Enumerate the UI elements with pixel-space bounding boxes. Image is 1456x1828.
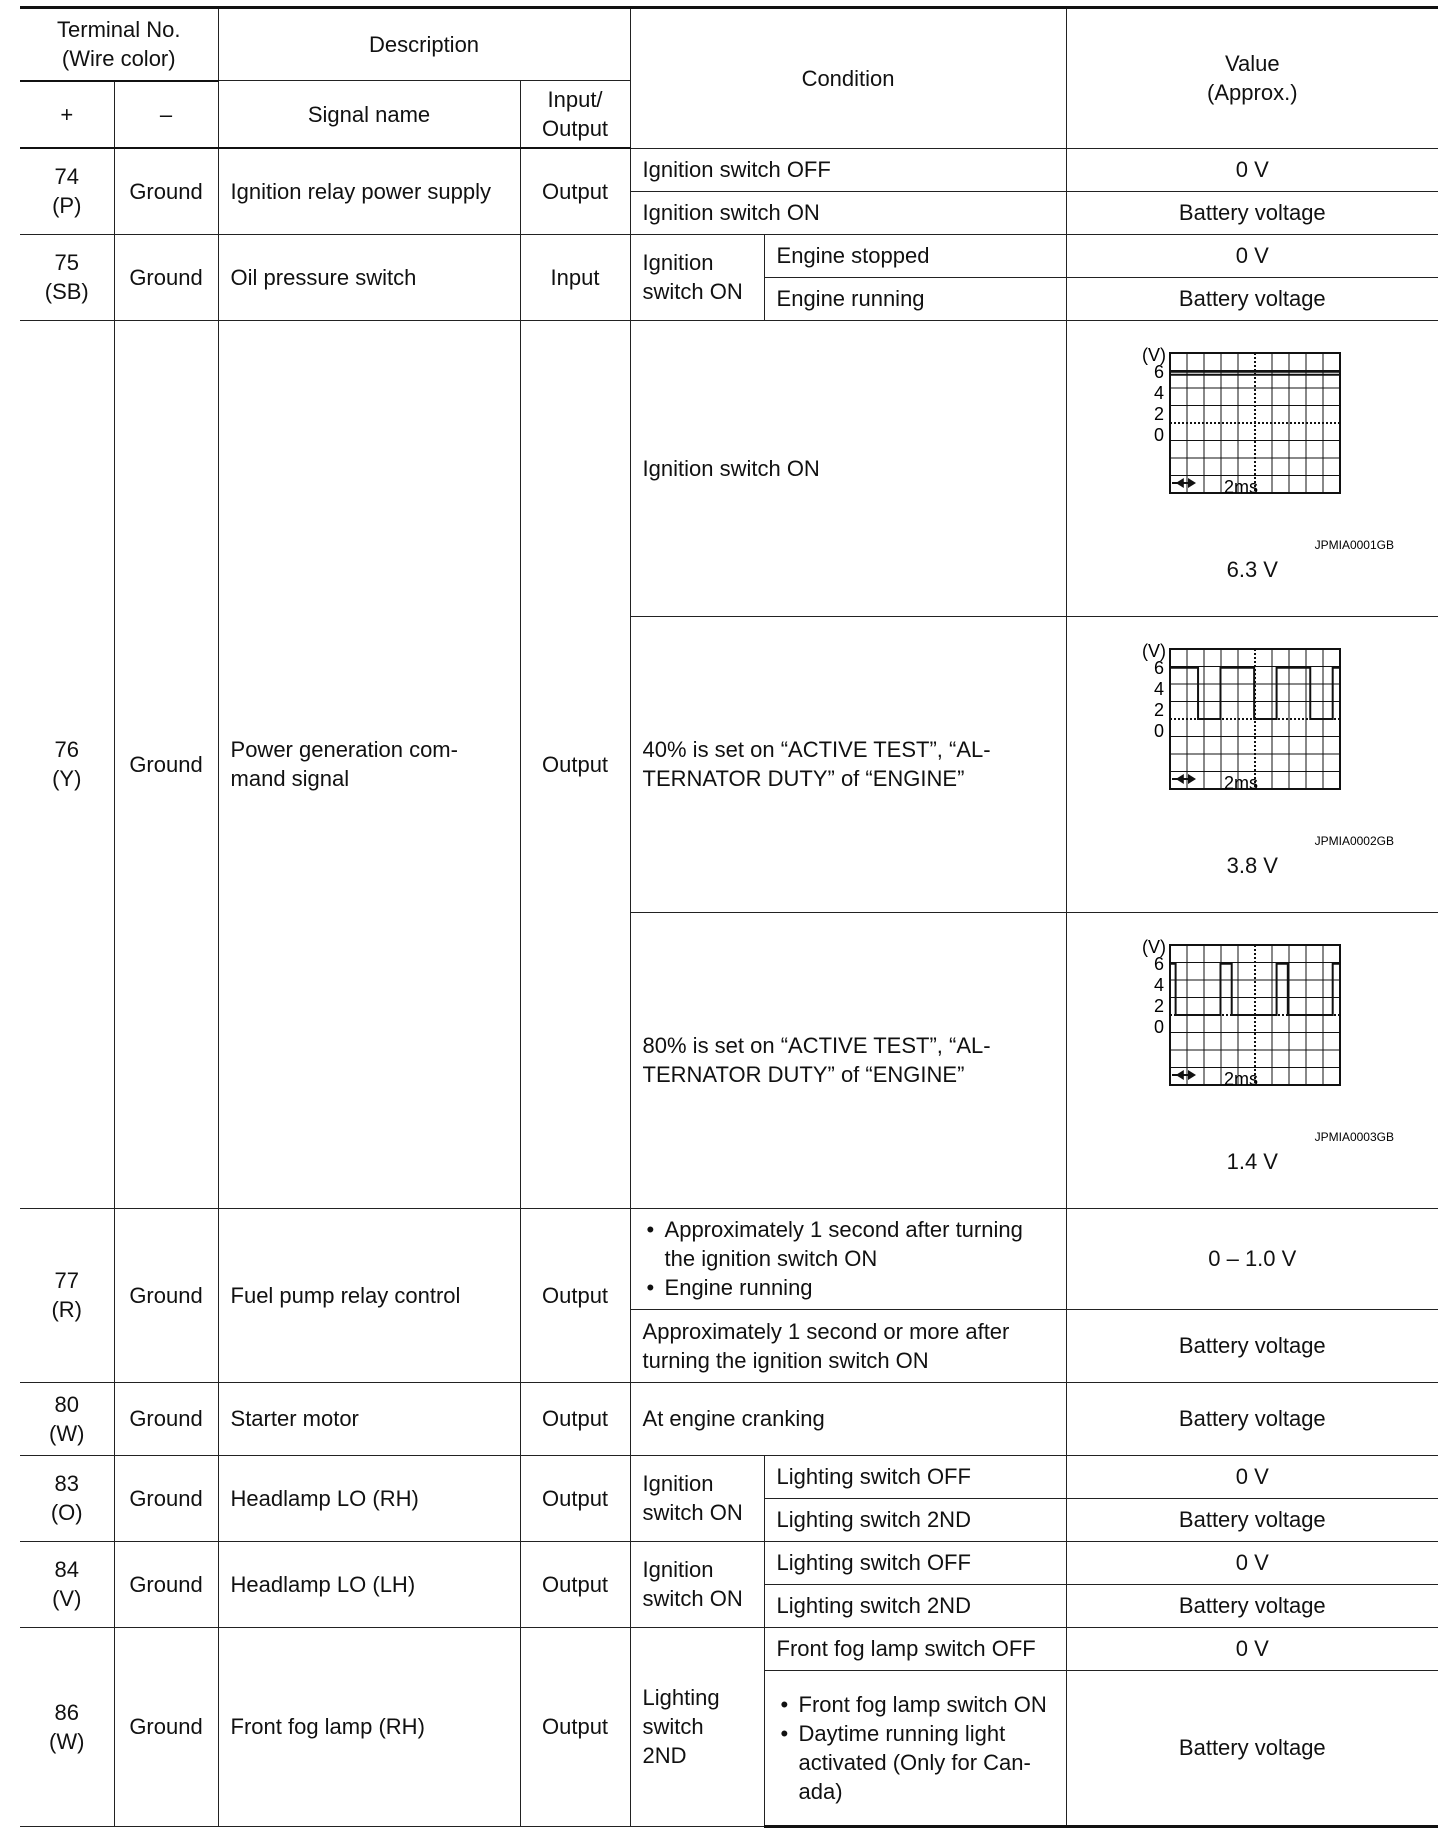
- condition-83-main: Ignition switch ON: [630, 1455, 764, 1541]
- ground-74: Ground: [114, 148, 218, 234]
- arrow-head-right: [1188, 1070, 1196, 1080]
- waveform-tick-2: 2: [1154, 995, 1165, 1016]
- signal-83: Headlamp LO (RH): [218, 1455, 520, 1541]
- time-division-arrow: [1172, 478, 1196, 488]
- signal-84: Headlamp LO (LH): [218, 1541, 520, 1627]
- io-80: Output: [520, 1382, 630, 1455]
- list-item: • Approximately 1 second after turning the ignition switch ON: [665, 1215, 1054, 1273]
- ground-84: Ground: [114, 1541, 218, 1627]
- signal-86: Front fog lamp (RH): [218, 1627, 520, 1826]
- io-76: Output: [520, 320, 630, 1208]
- list-item: • Daytime running light activated (Only for Can-ada): [799, 1719, 1054, 1806]
- signal-80: Starter motor: [218, 1382, 520, 1455]
- arrow-head-left: [1176, 774, 1184, 784]
- io-75: Input: [520, 234, 630, 320]
- waveform-tick-4: 4: [1154, 678, 1165, 699]
- waveform-tick-4: 4: [1154, 382, 1165, 403]
- value-75-2: Battery voltage: [1066, 277, 1438, 320]
- waveform-tick-2: 2: [1154, 403, 1165, 424]
- ground-80: Ground: [114, 1382, 218, 1455]
- list-item: • Engine running: [665, 1273, 1054, 1302]
- waveform-tick-4: 4: [1154, 974, 1165, 995]
- header-io: Input/ Output: [520, 81, 630, 149]
- header-value: Value (Approx.): [1066, 8, 1438, 149]
- waveform-trace-line: [1170, 667, 1340, 718]
- condition-86-main: Lighting switch 2ND: [630, 1627, 764, 1826]
- signal-77: Fuel pump relay control: [218, 1208, 520, 1382]
- condition-74-2: Ignition switch ON: [630, 191, 1066, 234]
- waveform-unit: (V): [1142, 936, 1167, 957]
- condition-86-2: [764, 1670, 1066, 1826]
- value-76-1-cell: [1066, 320, 1438, 616]
- condition-84-1: Lighting switch OFF: [764, 1541, 1066, 1584]
- waveform-trace: [1170, 667, 1340, 718]
- value-75-1: 0 V: [1066, 234, 1438, 277]
- io-83: Output: [520, 1455, 630, 1541]
- value-86-2: Battery voltage: [1066, 1670, 1438, 1826]
- value-86-1: 0 V: [1066, 1627, 1438, 1670]
- arrow-head-right: [1188, 478, 1196, 488]
- ground-86: Ground: [114, 1627, 218, 1826]
- condition-76-3: 80% is set on “ACTIVE TEST”, “AL- TERNATOR DUTY” of “ENGINE”: [630, 912, 1066, 1208]
- condition-77-1: [630, 1208, 1066, 1309]
- condition-76-1: Ignition switch ON: [630, 320, 1066, 616]
- header-condition: Condition: [630, 8, 1066, 149]
- list-item: • Front fog lamp switch ON: [799, 1690, 1054, 1719]
- waveform-image-code: JPMIA0002GB: [1314, 833, 1395, 848]
- condition-75-2: Engine running: [764, 277, 1066, 320]
- condition-74-1: Ignition switch OFF: [630, 148, 1066, 191]
- value-84-2: Battery voltage: [1066, 1584, 1438, 1627]
- terminal-76: 76 (Y): [20, 320, 114, 1208]
- waveform-tick-0: 0: [1154, 424, 1165, 445]
- waveform-time-div: 2ms: [1224, 772, 1259, 793]
- waveform-unit: (V): [1142, 344, 1167, 365]
- condition-76-2: 40% is set on “ACTIVE TEST”, “AL- TERNATOR DUTY” of “ENGINE”: [630, 616, 1066, 912]
- condition-77-1-list: [643, 1215, 1054, 1302]
- terminal-86: 86 (W): [20, 1627, 114, 1826]
- waveform-tick-0: 0: [1154, 1016, 1165, 1037]
- ground-76: Ground: [114, 320, 218, 1208]
- signal-76: Power generation com- mand signal: [218, 320, 520, 1208]
- waveform-tick-6: 6: [1154, 657, 1165, 678]
- condition-84-2: Lighting switch 2ND: [764, 1584, 1066, 1627]
- waveform-time-div: 2ms: [1224, 1068, 1259, 1089]
- time-division-arrow: [1172, 1070, 1196, 1080]
- waveform-time-div: 2ms: [1224, 476, 1259, 497]
- value-74-2: Battery voltage: [1066, 191, 1438, 234]
- condition-86-1: Front fog lamp switch OFF: [764, 1627, 1066, 1670]
- value-76-1: 6.3 V: [1226, 556, 1278, 582]
- signal-74: Ignition relay power supply: [218, 148, 520, 234]
- header-description: Description: [218, 8, 630, 81]
- terminal-83: 83 (O): [20, 1455, 114, 1541]
- condition-83-2: Lighting switch 2ND: [764, 1498, 1066, 1541]
- time-division-arrow: [1172, 774, 1196, 784]
- waveform-tick-2: 2: [1154, 699, 1165, 720]
- condition-83-1: Lighting switch OFF: [764, 1455, 1066, 1498]
- terminal-84: 84 (V): [20, 1541, 114, 1627]
- value-77-1: 0 – 1.0 V: [1066, 1208, 1438, 1309]
- arrow-head-right: [1188, 774, 1196, 784]
- ground-83: Ground: [114, 1455, 218, 1541]
- waveform-scope-3: [1102, 935, 1402, 1147]
- terminal-spec-table: [20, 6, 1438, 1828]
- header-signal-name: Signal name: [218, 81, 520, 149]
- waveform-image-code: JPMIA0003GB: [1314, 1129, 1395, 1144]
- ground-77: Ground: [114, 1208, 218, 1382]
- value-76-3: 1.4 V: [1226, 1148, 1278, 1174]
- io-74: Output: [520, 148, 630, 234]
- arrow-head-left: [1176, 478, 1184, 488]
- terminal-74: 74 (P): [20, 148, 114, 234]
- io-84: Output: [520, 1541, 630, 1627]
- condition-75-main: Ignition switch ON: [630, 234, 764, 320]
- terminal-80: 80 (W): [20, 1382, 114, 1455]
- signal-75: Oil pressure switch: [218, 234, 520, 320]
- condition-86-2-list: [777, 1690, 1054, 1806]
- waveform-image-code: JPMIA0001GB: [1314, 537, 1395, 552]
- value-76-3-cell: [1066, 912, 1438, 1208]
- condition-75-1: Engine stopped: [764, 234, 1066, 277]
- value-76-2: 3.8 V: [1226, 852, 1278, 878]
- io-86: Output: [520, 1627, 630, 1826]
- waveform-scope-2: [1102, 639, 1402, 851]
- waveform-tick-6: 6: [1154, 361, 1165, 382]
- waveform-tick-0: 0: [1154, 720, 1165, 741]
- header-plus: +: [20, 81, 114, 149]
- value-76-2-cell: [1066, 616, 1438, 912]
- waveform-scope-1: [1102, 343, 1402, 555]
- value-84-1: 0 V: [1066, 1541, 1438, 1584]
- ground-75: Ground: [114, 234, 218, 320]
- terminal-77: 77 (R): [20, 1208, 114, 1382]
- value-74-1: 0 V: [1066, 148, 1438, 191]
- value-80-1: Battery voltage: [1066, 1382, 1438, 1455]
- waveform-unit: (V): [1142, 640, 1167, 661]
- header-terminal: Terminal No. (Wire color): [20, 8, 218, 81]
- value-77-2: Battery voltage: [1066, 1309, 1438, 1382]
- value-83-2: Battery voltage: [1066, 1498, 1438, 1541]
- condition-84-main: Ignition switch ON: [630, 1541, 764, 1627]
- condition-77-2: Approximately 1 second or more after turning the ignition switch ON: [630, 1309, 1066, 1382]
- terminal-75: 75 (SB): [20, 234, 114, 320]
- condition-80-1: At engine cranking: [630, 1382, 1066, 1455]
- header-minus: –: [114, 81, 218, 149]
- waveform-tick-6: 6: [1154, 953, 1165, 974]
- arrow-head-left: [1176, 1070, 1184, 1080]
- io-77: Output: [520, 1208, 630, 1382]
- value-83-1: 0 V: [1066, 1455, 1438, 1498]
